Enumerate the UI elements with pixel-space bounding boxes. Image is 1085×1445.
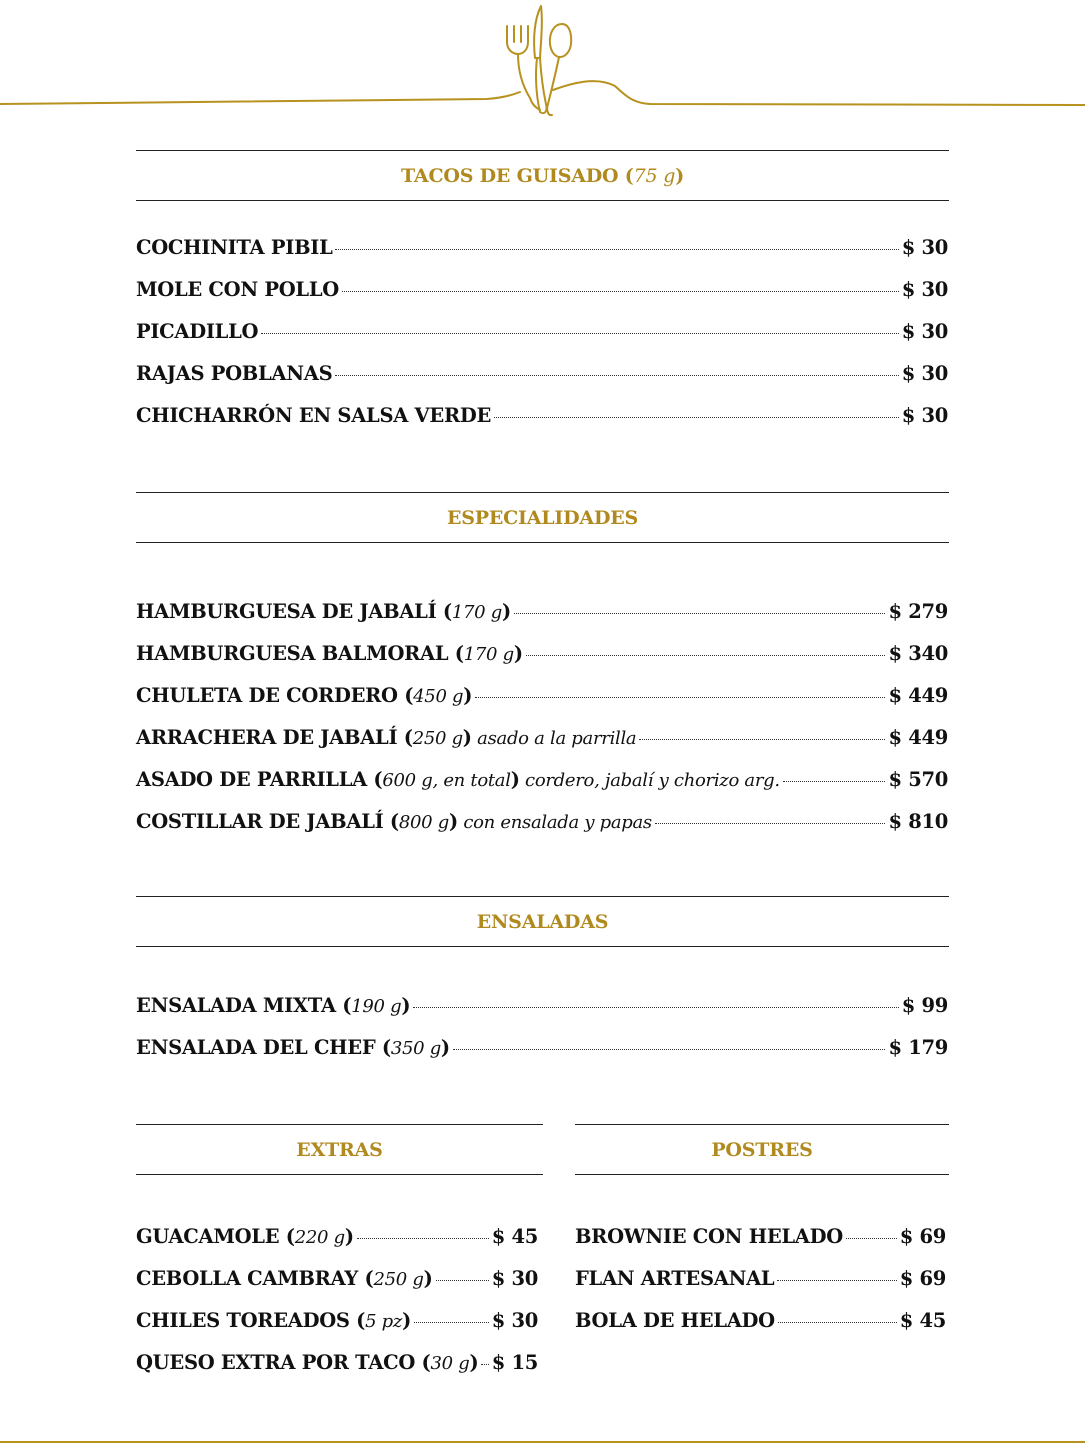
section-title: POSTRES bbox=[711, 1138, 813, 1161]
menu-item: ENSALADA MIXTA (190 g) $ 99 bbox=[136, 994, 948, 1017]
menu-item: CHILES TOREADOS (5 pz) $ 30 bbox=[136, 1309, 538, 1332]
menu-item: COCHINITA PIBIL $ 30 bbox=[136, 236, 948, 259]
menu-item: HAMBURGUESA DE JABALÍ (170 g) $ 279 bbox=[136, 600, 948, 623]
menu-item: PICADILLO $ 30 bbox=[136, 320, 948, 343]
section-title: ESPECIALIDADES bbox=[446, 506, 639, 529]
bottom-divider bbox=[0, 1441, 1085, 1443]
menu-item: BOLA DE HELADO $ 45 bbox=[575, 1309, 946, 1332]
menu-item: MOLE CON POLLO $ 30 bbox=[136, 278, 948, 301]
menu-item: CEBOLLA CAMBRAY (250 g) $ 30 bbox=[136, 1267, 538, 1290]
menu-item: CHULETA DE CORDERO (450 g) $ 449 bbox=[136, 684, 948, 707]
fork-knife-spoon-icon bbox=[0, 0, 1085, 120]
section-extras bbox=[136, 1124, 543, 1175]
menu-item: QUESO EXTRA POR TACO (30 g) $ 15 bbox=[136, 1351, 538, 1374]
section-especialidades bbox=[136, 492, 949, 543]
menu-item: ARRACHERA DE JABALÍ (250 g) asado a la parrilla $ 449 bbox=[136, 726, 948, 749]
section-ensaladas bbox=[136, 896, 949, 947]
menu-item: GUACAMOLE (220 g) $ 45 bbox=[136, 1225, 538, 1248]
menu-item: ENSALADA DEL CHEF (350 g) $ 179 bbox=[136, 1036, 948, 1059]
section-header bbox=[136, 1124, 543, 1175]
menu-item: ASADO DE PARRILLA (600 g, en total) cordero, jabalí y chorizo arg. $ 570 bbox=[136, 768, 948, 791]
section-title: EXTRAS bbox=[296, 1138, 383, 1161]
section-header bbox=[136, 896, 949, 947]
section-header bbox=[575, 1124, 949, 1175]
menu-item: CHICHARRÓN EN SALSA VERDE $ 30 bbox=[136, 404, 948, 427]
section-header bbox=[136, 492, 949, 543]
section-postres bbox=[575, 1124, 949, 1175]
menu-item: RAJAS POBLANAS $ 30 bbox=[136, 362, 948, 385]
section-header bbox=[136, 150, 949, 201]
section-title: ENSALADAS bbox=[476, 910, 609, 933]
menu-item: FLAN ARTESANAL $ 69 bbox=[575, 1267, 946, 1290]
menu-item: COSTILLAR DE JABALÍ (800 g) con ensalada y papas $ 810 bbox=[136, 810, 948, 833]
menu-item: BROWNIE CON HELADO $ 69 bbox=[575, 1225, 946, 1248]
section-title: TACOS DE GUISADO (75 g) bbox=[401, 164, 684, 187]
menu-item: HAMBURGUESA BALMORAL (170 g) $ 340 bbox=[136, 642, 948, 665]
section-tacos bbox=[136, 150, 949, 201]
